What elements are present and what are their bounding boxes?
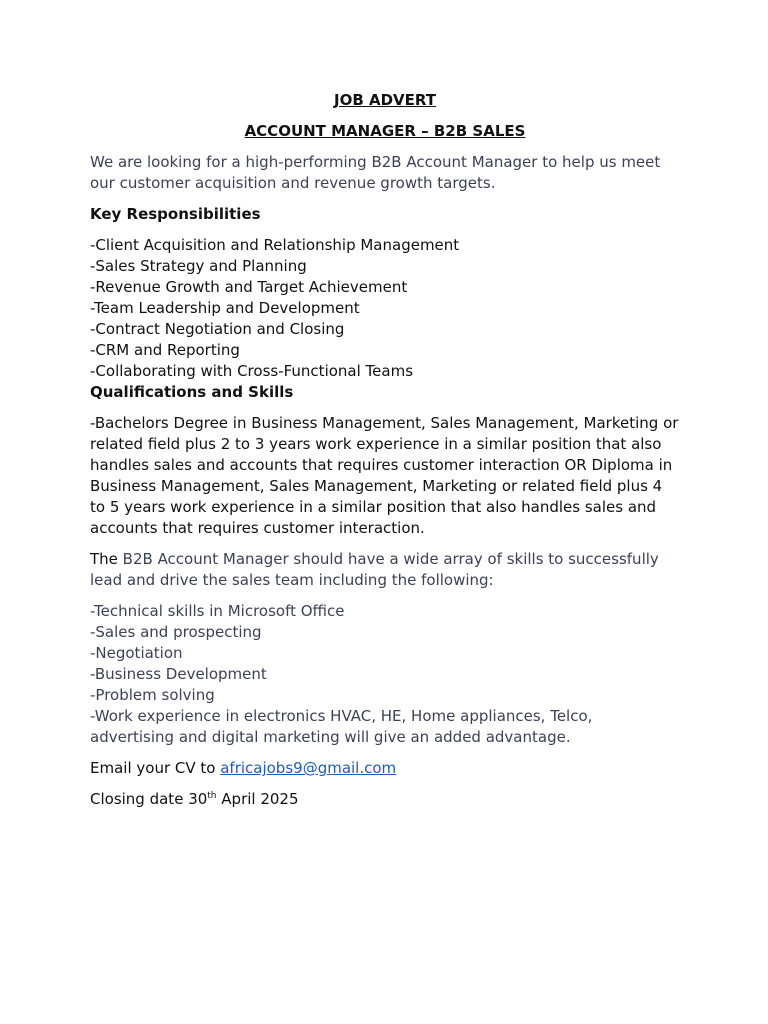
skills-intro-rest: B2B Account Manager should have a wide array of skills to successfully lead and drive the sales team including the following:	[90, 550, 659, 589]
document-content	[90, 90, 680, 820]
document-subtitle: ACCOUNT MANAGER – B2B SALES	[244, 122, 526, 140]
list-item: -Client Acquisition and Relationship Management	[90, 236, 460, 254]
contact-line	[90, 758, 680, 779]
closing-ordinal: th	[207, 791, 217, 801]
list-item: -Revenue Growth and Target Achievement	[90, 278, 408, 296]
closing-date-line	[90, 789, 680, 810]
list-item: -Work experience in electronics HVAC, HE, Home appliances, Telco, advertising and digital marketing will give an added advantage.	[90, 707, 593, 746]
list-item: -Contract Negotiation and Closing	[90, 320, 345, 338]
email-link[interactable]: africajobs9@gmail.com	[220, 759, 397, 777]
list-item: -Business Development	[90, 665, 267, 683]
list-item: -Negotiation	[90, 644, 183, 662]
skills-list	[90, 601, 680, 748]
skills-intro-prefix: The	[90, 550, 123, 568]
list-item: -Sales and prospecting	[90, 623, 262, 641]
qualifications-heading: Qualifications and Skills	[90, 383, 294, 401]
list-item: -Technical skills in Microsoft Office	[90, 602, 345, 620]
skills-intro	[90, 549, 680, 591]
document-title: JOB ADVERT	[333, 91, 436, 109]
contact-prefix: Email your CV to	[90, 759, 221, 777]
intro-paragraph: We are looking for a high-performing B2B Account Manager to help us meet our customer acquisition and revenue growth targets.	[90, 153, 661, 192]
list-item: -Sales Strategy and Planning	[90, 257, 307, 275]
list-item: -Team Leadership and Development	[90, 299, 360, 317]
closing-prefix: Closing date 30	[90, 790, 208, 808]
list-item: -CRM and Reporting	[90, 341, 240, 359]
qualifications-paragraph: -Bachelors Degree in Business Management, Sales Management, Marketing or related field plus 2 to 3 years work experience in a similar position that also handles sales and accounts that requires customer interaction OR Diploma in Business Management, Sales Management, Marketing or related field plus 4 to 5 years work experience in a similar position that also handles sales and accounts that requires customer interaction.	[90, 414, 679, 537]
responsibilities-list	[90, 235, 680, 382]
responsibilities-heading: Key Responsibilities	[90, 205, 261, 223]
list-item: -Problem solving	[90, 686, 215, 704]
list-item: -Collaborating with Cross-Functional Teams	[90, 362, 414, 380]
closing-rest: April 2025	[216, 790, 299, 808]
